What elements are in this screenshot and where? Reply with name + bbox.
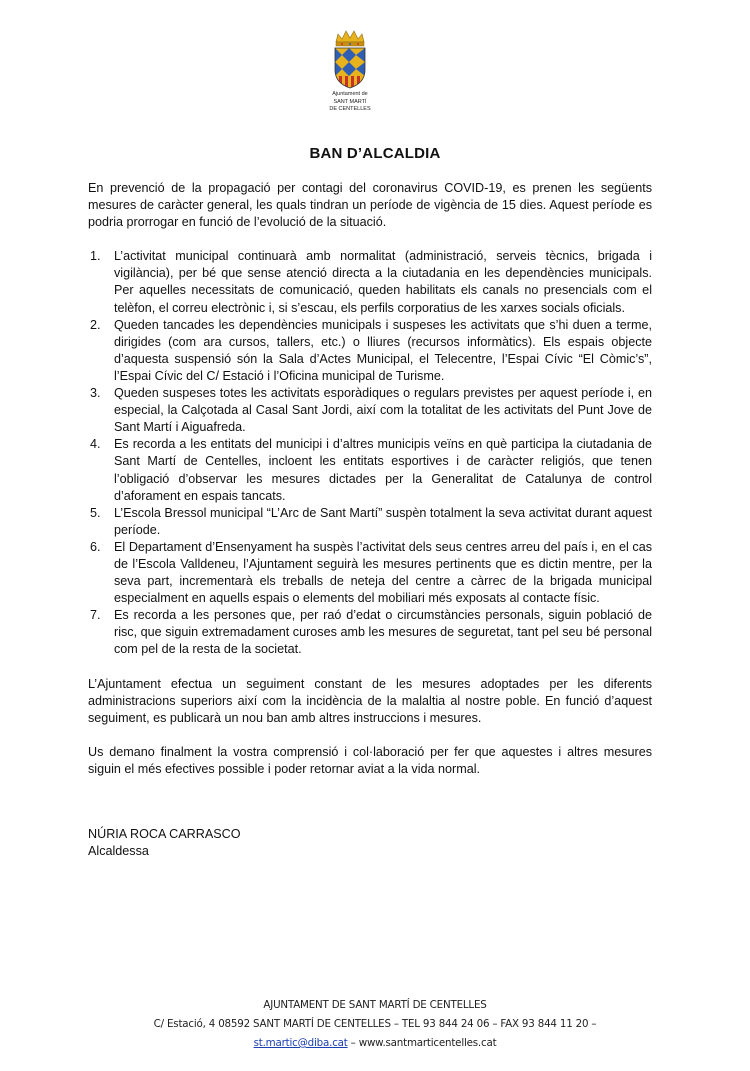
list-item [88,505,652,539]
list-item-number: 5. [90,505,101,520]
email-link[interactable]: st.martic@diba.cat [253,1037,348,1049]
list-item-text: Es recorda a les entitats del municipi i d’altres municipis veïns en què participa la ciutadania de Sant Martí de Centelles, incloent les entitats esportives i de caràcter religiós, que tenen l’obligació d’observar les mesures dictades per la Generalitat de Catalunya de control d’aforament en espais tancats. [114,437,652,503]
footer-separator: – [347,1037,359,1049]
list-item-number: 4. [90,437,101,452]
intro-paragraph: En prevenció de la propagació per contagi del coronavirus COVID-19, es prenen les següents mesures de caràcter general, les quals tindran un període de vigència de 15 dies. Aquest període es podria prorrogar en funció de l’evolució de la situació. [88,181,652,230]
list-item [88,436,652,504]
list-item-number: 3. [90,386,101,401]
footer-address: C/ Estació, 4 08592 SANT MARTÍ DE CENTELLES – TEL 93 844 24 06 – FAX 93 844 11 20 – [153,1018,597,1030]
list-item [88,385,652,436]
list-item-number: 6. [90,539,101,554]
signature-block [88,826,652,860]
municipal-crest-icon [330,28,370,90]
list-item [88,317,652,385]
list-item-text: El Departament d’Ensenyament ha suspès l’activitat dels seus centres arreu del país i, en el cas de l’Escola Valldeneu, l’Ajuntament seguirà les mesures pertinents que es dictin mentre, per la seva part, incrementarà els treballs de neteja del centre a càrrec de la brigada municipal especialment en aquells espais o elements del mobiliari més exposats al contacte físic. [114,539,652,606]
org-name-line3: DE CENTELLES [329,106,371,112]
list-item [88,248,652,316]
org-name-line1: Ajuntament de [332,91,368,97]
list-item-number: 2. [90,317,101,332]
website-link[interactable]: www.santmarticentelles.cat [358,1037,497,1049]
list-item-text: Queden tancades les dependències municipals i suspeses les activitats que s’hi duen a terme, dirigides (com ara cursos, tallers, etc.) o lliures (recursos informàtics). Els espais objecte d’aquesta suspensió són la Sala d’Actes Municipal, el Telecentre, l’Espai Cívic “El Còmic’s”, l’Espai Cívic del C/ Estació i l’Oficina municipal de Turisme. [114,317,652,383]
org-name-line2: SANT MARTÍ [333,98,367,105]
list-item [88,539,652,607]
letterhead [295,28,405,113]
signer-name: NÚRIA ROCA CARRASCO [88,827,241,841]
list-item [88,607,652,658]
list-item-number: 7. [90,608,101,623]
list-item-text: Queden suspeses totes les activitats esporàdiques o regulars previstes per aquest període i, en especial, la Calçotada al Casal Sant Jordi, així com la totalitat de les activitats del Punt Jove de Sant Martí i Aiguafreda. [114,386,652,435]
footer-contact [0,1034,750,1053]
document-body [88,180,652,860]
list-item-number: 1. [90,249,101,264]
footer-org-name: AJUNTAMENT DE SANT MARTÍ DE CENTELLES [263,999,487,1011]
list-item-text: Es recorda a les persones que, per raó d’edat o circumstàncies personals, siguin població de risc, que siguin extremadament curoses amb les mesures de seguretat, tant pel seu bé personal com pel de la resta de la societat. [114,608,652,657]
list-item-text: L’activitat municipal continuarà amb normalitat (administració, serveis tècnics, brigada i vigilància), per bé que sense atenció directa a la ciutadania en les dependències municipals. Per aquelles necessitats de comunicació, queden habilitats els canals no presencials com el telèfon, el correu electrònic i, si s’escau, els perfils corporatius de les xarxes socials oficials. [114,249,652,315]
list-item-text: L’Escola Bressol municipal “L’Arc de Sant Martí” suspèn totalment la seva activitat durant aquest període. [114,505,652,537]
document-title: BAN D’ALCALDIA [309,145,441,162]
signer-role: Alcaldessa [88,844,149,859]
page-footer [0,996,750,1053]
followup-paragraph: L’Ajuntament efectua un seguiment constant de les mesures adoptades per les diferents administracions superiors així com la incidència de la malaltia al nostre poble. En funció d’aquest seguiment, es publicarà un nou ban amb altres instruccions i mesures. [88,676,652,725]
measures-list [88,248,652,658]
closing-paragraph: Us demano finalment la vostra comprensió i col·laboració per fer que aquestes i altres mesures siguin el més efectives possible i poder retornar aviat a la vida normal. [88,744,652,776]
